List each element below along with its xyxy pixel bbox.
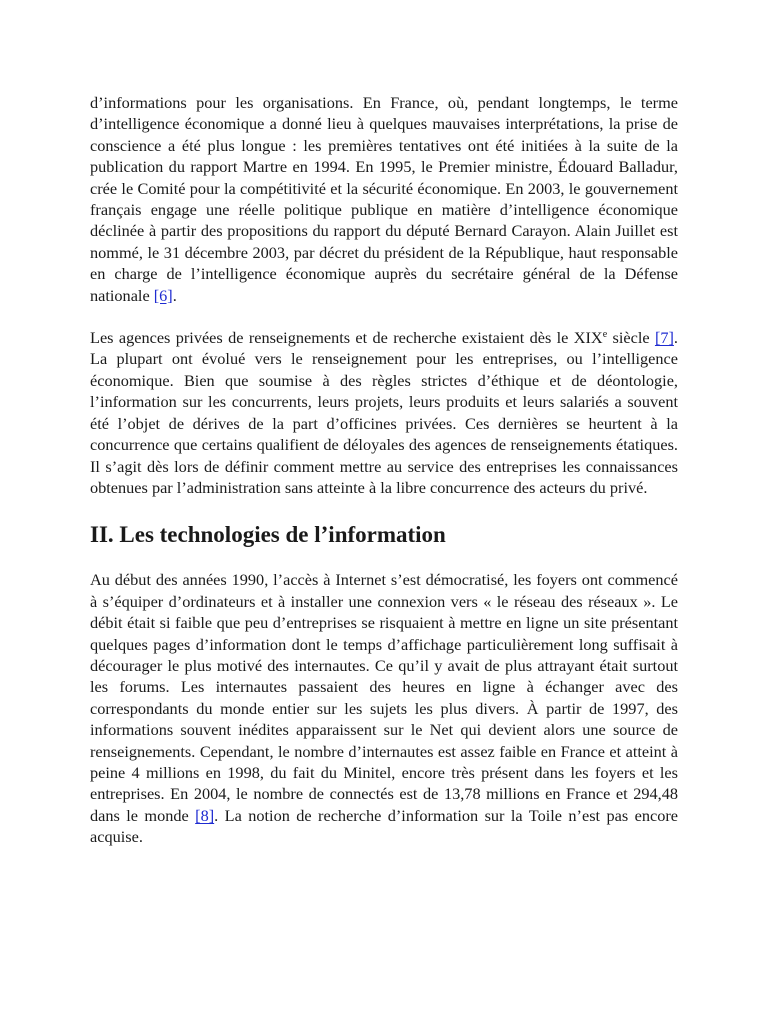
paragraph-text: siècle (607, 328, 650, 348)
footnote-link-7[interactable]: [7] (654, 328, 674, 348)
paragraph-agences-privees (90, 327, 678, 498)
paragraph-internet-history (90, 569, 678, 847)
superscript-e: e (602, 329, 608, 341)
footnote-link-6[interactable]: [6] (153, 285, 173, 305)
heading-spacer (90, 549, 678, 569)
paragraph-end: . La notion de recherche d’information sur la Toile n’est pas encore acquise. (90, 805, 678, 847)
section-heading: II. Les technologies de l’information (90, 522, 446, 548)
footnote-link-8[interactable]: [8] (195, 805, 215, 825)
paragraph-text: Les agences privées de renseignements et de recherche existaient dès le XIX (90, 328, 603, 348)
paragraph-spacer (90, 498, 678, 519)
paragraph-text: Au début des années 1990, l’accès à Internet s’est démocratisé, les foyers ont commencé à s’équiper d’ordinateurs et à installer une connexion vers « le réseau des réseaux ». Le débit était si faible que peu d’entreprises se risquaient à mettre en ligne un site présentant quelques pages d’information dont le temps d’affichage particulièrement long suffisait à décourager le plus motivé des internautes. Ce qu’il y avait de plus attrayant était surtout les forums. Les internautes passaient des heures en ligne à échanger avec des correspondants du monde entier sur les sujets les plus divers. À partir de 1997, des informations souvent inédites apparaissent sur le Net qui devient alors une source de renseignements. Cependant, le nombre d’internautes est assez faible en France et atteint à peine 4 millions en 1998, du fait du Minitel, encore très présent dans les foyers et les entreprises. En 2004, le nombre de connectés est de 13,78 millions en France et 294,48 dans le monde (90, 570, 678, 825)
paragraph-end: . (172, 285, 177, 305)
paragraph-text: d’informations pour les organisations. En France, où, pendant longtemps, le terme d’intelligence économique a donné lieu à quelques mauvaises interprétations, la prise de conscience a été plus longue : les premières tentatives ont été initiées à la suite de la publication du rapport Martre en 1994. En 1995, le Premier ministre, Édouard Balladur, crée le Comité pour la compétitivité et la sécurité économique. En 2003, le gouvernement français engage une réelle politique publique en matière d’intelligence économique déclinée à partir des propositions du rapport du député Bernard Carayon. Alain Juillet est nommé, le 31 décembre 2003, par décret du président de la République, haut responsable en charge de l’intelligence économique auprès du secrétaire général de la Défense nationale (90, 93, 678, 305)
paragraph-text: . La plupart ont évolué vers le renseignement pour les entreprises, ou l’intelligence économique. Bien que soumise à des règles strictes d’éthique et de déontologie, l’information sur les concurrents, leurs projets, leurs produits et leurs salariés a souvent été l’objet de dérives de la part d’officines privées. Ces dernières se heurtent à la concurrence que certains qualifient de déloyales des agences de renseignements étatiques. Il s’agit dès lors de définir comment mettre au service des entreprises les connaissances obtenues par l’administration sans atteinte à la libre concurrence des acteurs du privé. (90, 328, 678, 497)
paragraph-spacer (90, 306, 678, 327)
paragraph-intelligence-economique-france (90, 92, 678, 306)
